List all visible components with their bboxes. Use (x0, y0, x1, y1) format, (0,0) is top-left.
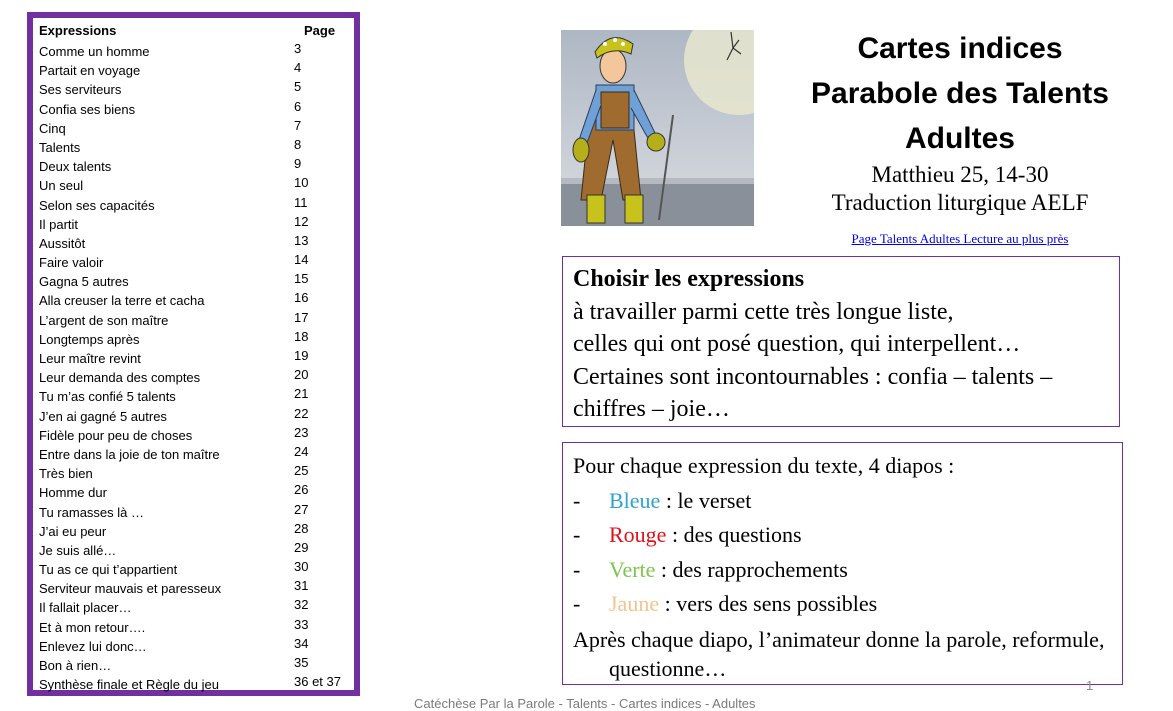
index-expression: Tu ramasses là … (39, 504, 144, 520)
index-expression: Selon ses capacités (39, 197, 155, 213)
index-page-number: 8 (294, 136, 302, 152)
title-parabole: Parabole des Talents (811, 77, 1109, 110)
index-row (39, 100, 359, 119)
index-row (39, 541, 359, 560)
farmer-illustration (561, 30, 754, 226)
index-expression: Talents (39, 139, 81, 155)
index-row (39, 176, 359, 195)
index-page-number: 14 (294, 252, 309, 268)
color-word-blue: Bleue (609, 487, 661, 513)
index-row (39, 426, 359, 445)
index-page-number: 31 (294, 578, 309, 594)
index-page-number: 18 (294, 328, 309, 344)
index-page-number: 29 (294, 539, 309, 555)
index-expression: Homme dur (39, 485, 107, 501)
index-page-number: 26 (294, 482, 309, 498)
index-expression: Cinq (39, 120, 66, 136)
index-page-number: 33 (294, 616, 309, 632)
index-row (39, 42, 359, 61)
index-page-number: 22 (294, 405, 309, 421)
index-page-number: 25 (294, 463, 309, 479)
slide-number: 1 (1086, 678, 1094, 693)
index-expression: Ses serviteurs (39, 82, 122, 98)
index-page-number: 23 (294, 424, 309, 440)
index-row (39, 61, 359, 80)
index-row (39, 119, 359, 138)
index-page-number: 19 (294, 348, 309, 363)
index-page-number: 32 (294, 597, 309, 613)
index-row (39, 311, 359, 330)
index-page-number: 4 (294, 60, 302, 76)
index-expression: Entre dans la joie de ton maître (39, 446, 220, 462)
index-expression: Gagna 5 autres (39, 274, 129, 290)
index-expression: Il fallait placer… (39, 600, 132, 616)
dash: - (573, 522, 581, 548)
index-page-number: 15 (294, 271, 309, 287)
expressions-index-table (27, 12, 360, 696)
index-row (39, 483, 359, 502)
index-expression: Il partit (39, 216, 79, 232)
color-word-yellow: Jaune (609, 591, 660, 617)
slides-explanation-box (562, 442, 1123, 685)
index-row (39, 560, 359, 579)
index-expression: Confia ses biens (39, 101, 136, 117)
index-row (39, 445, 359, 464)
index-expression: Un seul (39, 178, 84, 194)
dash: - (573, 556, 581, 582)
color-word-green: Verte (609, 556, 656, 582)
item-text: : des questions (666, 522, 802, 548)
index-page-number: 35 (294, 655, 309, 670)
index-page-number: 5 (294, 79, 302, 95)
index-row (39, 387, 359, 406)
index-page-number: 24 (294, 443, 309, 459)
index-page-number: 36 et 37 (294, 674, 341, 690)
index-row (39, 618, 359, 637)
index-row (39, 579, 359, 598)
index-expression: Fidèle pour peu de choses (39, 427, 193, 443)
title-block (770, 26, 1150, 217)
index-page-number: 10 (294, 175, 309, 191)
item-text: : vers des sens possibles (659, 591, 878, 617)
index-page-number: 21 (294, 386, 309, 402)
index-page-number: 34 (294, 635, 309, 651)
bible-reference: Matthieu 25, 14-30 (871, 162, 1049, 187)
index-page-number: 12 (294, 213, 309, 229)
list-item-green (573, 553, 1112, 588)
index-expression: Très bien (39, 466, 93, 482)
box1-title: Choisir les expressions (573, 266, 805, 292)
header-page: Page (304, 23, 336, 38)
index-page-number: 28 (294, 520, 309, 536)
illustration-farmer-looking-up (561, 30, 754, 226)
dash: - (573, 591, 581, 617)
index-row (39, 272, 359, 291)
index-expression: Faire valoir (39, 255, 104, 271)
box1-line: celles qui ont posé question, qui interpellent… (573, 331, 1021, 357)
index-expression: Bon à rien… (39, 658, 112, 673)
index-page-number: 9 (294, 156, 302, 172)
index-row (39, 368, 359, 387)
index-expression: Serviteur mauvais et paresseux (39, 581, 222, 597)
index-page-number: 16 (294, 290, 309, 306)
index-expression: Deux talents (39, 159, 112, 175)
index-row (39, 407, 359, 426)
index-expression: Et à mon retour…. (39, 619, 146, 635)
list-item-yellow (573, 587, 1112, 622)
index-page-number: 7 (294, 117, 302, 133)
index-row (39, 157, 359, 176)
index-row (39, 215, 359, 234)
box1-line: Certaines sont incontournables : confia – talents – chiffres – joie… (573, 363, 1053, 422)
index-expression: Synthèse finale et Règle du jeu (39, 677, 219, 693)
index-expression: Longtemps après (39, 331, 140, 347)
index-page-number: 11 (294, 194, 308, 210)
item-text: : le verset (660, 487, 752, 513)
index-page-number: 13 (294, 232, 309, 248)
page-talents-link[interactable]: Page Talents Adultes Lecture au plus près (851, 231, 1069, 246)
index-expression: Tu as ce qui t’appartient (39, 562, 178, 578)
index-expression: J’ai eu peur (39, 523, 107, 539)
index-row (39, 675, 359, 694)
index-page-number: 30 (294, 559, 309, 575)
color-word-red: Rouge (609, 522, 667, 548)
index-row (39, 196, 359, 215)
index-rows (39, 42, 359, 694)
item-text: : des rapprochements (655, 556, 848, 582)
index-page-number: 20 (294, 367, 309, 383)
index-row (39, 522, 359, 541)
index-row (39, 503, 359, 522)
index-page-number: 3 (294, 41, 302, 56)
index-expression: Aussitôt (39, 235, 86, 251)
dash: - (573, 487, 581, 513)
translation-note: Traduction liturgique AELF (831, 190, 1089, 215)
index-row (39, 253, 359, 272)
index-row (39, 598, 359, 617)
index-row (39, 138, 359, 157)
index-row (39, 464, 359, 483)
index-expression: L’argent de son maître (39, 312, 169, 328)
header-expressions: Expressions (39, 23, 117, 38)
index-row (39, 349, 359, 368)
box2-intro: Pour chaque expression du texte, 4 diapos : (573, 453, 955, 478)
index-row (39, 234, 359, 253)
index-expression: Tu m’as confié 5 talents (39, 389, 176, 405)
index-expression: J’en ai gagné 5 autres (39, 408, 167, 424)
box2-after-text: Après chaque diapo, l’animateur donne la parole, reformule, questionne… (573, 626, 1105, 681)
box1-line: à travailler parmi cette très longue liste, (573, 298, 954, 325)
index-expression: Comme un homme (39, 44, 150, 59)
index-expression: Leur demanda des comptes (39, 370, 201, 386)
index-row (39, 291, 359, 310)
choose-expressions-box (562, 256, 1120, 427)
list-item-red (573, 518, 1112, 553)
index-row (39, 637, 359, 656)
index-page-number: 6 (294, 98, 302, 114)
list-item-blue (573, 484, 1112, 519)
index-expression: Je suis allé… (39, 542, 117, 558)
index-expression: Partait en voyage (39, 63, 141, 79)
index-expression: Enlevez lui donc… (39, 638, 147, 654)
title-adultes: Adultes (904, 122, 1015, 155)
index-row (39, 80, 359, 99)
index-expression: Leur maître revint (39, 351, 141, 366)
index-row (39, 330, 359, 349)
index-expression: Alla creuser la terre et cacha (39, 293, 205, 309)
index-page-number: 17 (294, 309, 309, 325)
index-page-number: 27 (294, 501, 309, 517)
footer-text: Catéchèse Par la Parole - Talents - Cartes indices - Adultes (414, 696, 756, 711)
index-header (39, 23, 359, 41)
title-cartes-indices: Cartes indices (857, 32, 1063, 65)
